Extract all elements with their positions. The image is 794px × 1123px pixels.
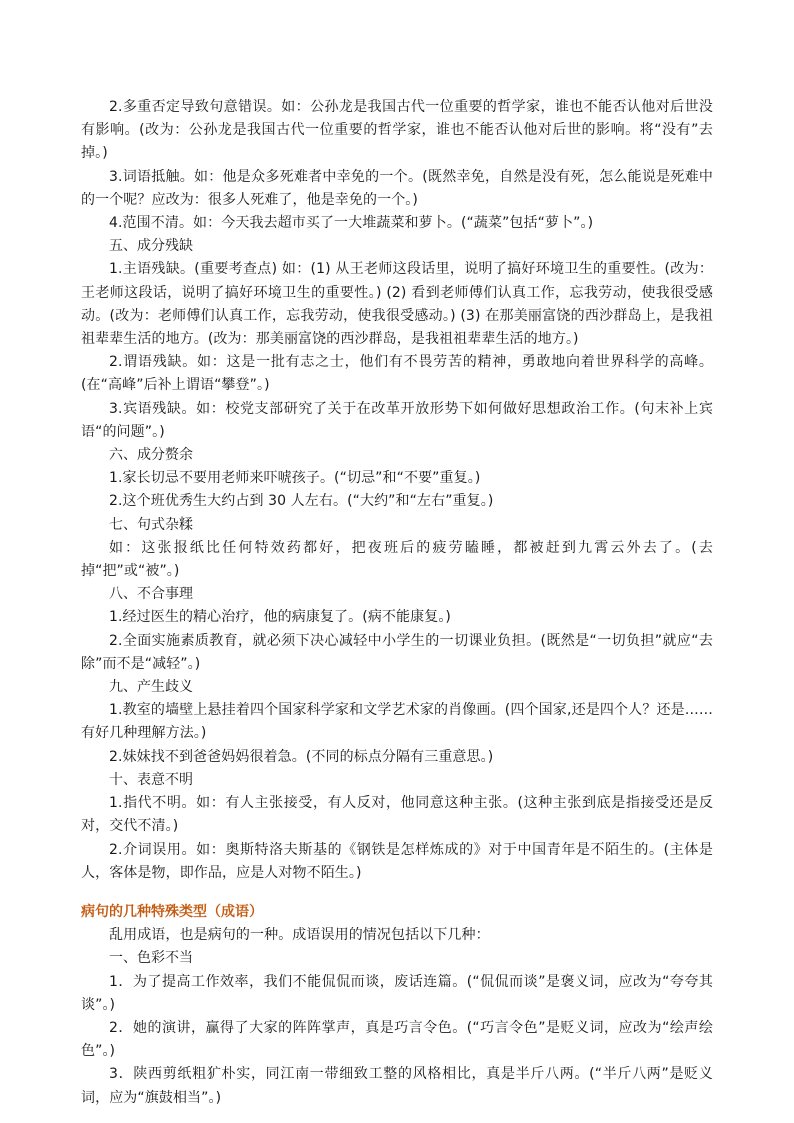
paragraph: 乱用成语，也是病句的一种。成语误用的情况包括以下几种：	[109, 927, 490, 944]
paragraph: 4.范围不清。如：今天我去超市买了一大堆蔬菜和萝卜。(“蔬菜”包括“萝卜”。)	[109, 215, 594, 232]
document-page	[81, 96, 713, 1110]
paragraph: 2.介词误用。如：奥斯特洛夫斯基的《钢铁是怎样炼成的》对于中国青年是不陌生的。(主体是人，客体是物，即作品，应是人对物不陌生。)	[81, 841, 713, 881]
paragraph: 2.多重否定导致句意错误。如：公孙龙是我国古代一位重要的哲学家，谁也不能否认他对后世没有影响。(改为：公孙龙是我国古代一位重要的哲学家，谁也不能否认他对后世的影响。将“没有”去掉。)	[81, 99, 713, 162]
paragraph: 1.指代不明。如：有人主张接受，有人反对，他同意这种主张。(这种主张到底是指接受还是反对，交代不清。)	[81, 795, 713, 835]
paragraph: 3.宾语残缺。如：校党支部研究了关于在改革开放形势下如何做好思想政治工作。(句末补上宾语“的问题”。)	[81, 400, 713, 440]
paragraph: 3.词语抵触。如：他是众多死难者中幸免的一个。(既然幸免，自然是没有死，怎么能说是死难中的一个呢？应改为：很多人死难了，他是幸免的一个。)	[81, 168, 713, 208]
paragraph: 2.这个班优秀生大约占到 30 人左右。(“大约”和“左右”重复。)	[109, 493, 494, 510]
paragraph: 2．她的演讲，赢得了大家的阵阵掌声，真是巧言令色。(“巧言令色”是贬义词，应改为“绘声绘色”。)	[81, 1019, 713, 1060]
subheading: 八、不合事理	[109, 586, 193, 603]
subheading: 六、成分赘余	[109, 447, 193, 464]
section-title: 病句的几种特殊类型（成语）	[81, 903, 263, 920]
paragraph: 2.谓语残缺。如：这是一批有志之士，他们有不畏劳苦的精神，勇敢地向着世界科学的高峰。(在“高峰”后补上谓语“攀登”。)	[81, 354, 713, 394]
subheading: 七、句式杂糅	[109, 516, 193, 533]
paragraph: 如：这张报纸比任何特效药都好，把夜班后的疲劳瞌睡，都被赶到九霄云外去了。(去掉“把”或“被”。)	[81, 539, 713, 580]
paragraph: 1.家长切忌不要用老师来吓唬孩子。(“切忌”和“不要”重复。)	[109, 470, 481, 487]
subheading: 五、成分残缺	[109, 238, 193, 255]
paragraph: 2.全面实施素质教育，就必须下决心减轻中小学生的一切课业负担。(既然是“一切负担”就应“去除”而不是“减轻”。)	[81, 632, 713, 672]
paragraph: 1.经过医生的精心治疗，他的病康复了。(病不能康复。)	[109, 609, 451, 626]
subheading: 九、产生歧义	[109, 679, 193, 696]
paragraph: 1.主语残缺。(重要考查点) 如：(1) 从王老师这段话里，说明了搞好环境卫生的重要性。(改为：王老师这段话，说明了搞好环境卫生的重要性。) (2) 看到老师傅们认真工作，忘我劳动，使我很受感动。(改为：老师傅们认真工作，忘我劳动，使我很受感动。) (3) 在那美丽富饶的西沙群岛上，是我祖祖辈辈生活的地方。(改为：那美丽富饶的西沙群岛，是我祖祖辈辈生活的地方。)	[81, 261, 713, 348]
paragraph: 2.妹妹找不到爸爸妈妈很着急。(不同的标点分隔有三重意思。)	[109, 748, 494, 765]
paragraph: 1．为了提高工作效率，我们不能侃侃而谈，废话连篇。(“侃侃而谈”是褒义词，应改为“夸夸其谈”。)	[81, 973, 713, 1013]
paragraph: 3．陕西剪纸粗犷朴实，同江南一带细致工整的风格相比，真是半斤八两。(“半斤八两”是贬义词，应为“旗鼓相当”。)	[81, 1066, 713, 1106]
subheading: 一、色彩不当	[109, 950, 193, 967]
subheading: 十、表意不明	[109, 771, 193, 788]
paragraph: 1.教室的墙壁上悬挂着四个国家科学家和文学艺术家的肖像画。(四个国家,还是四个人？还是……有好几种理解方法。)	[81, 702, 713, 742]
